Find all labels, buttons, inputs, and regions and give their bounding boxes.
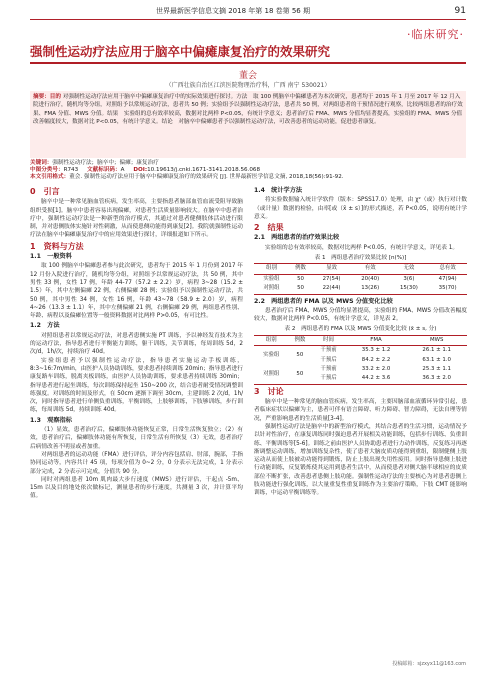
paragraph: 脑卒中是一种常见脑血管疾病，发生率高，主要指患者脑部血管血流受阻导致脑组织受损[1]。脑卒中患者容易出现偏瘫，对患者生活质量影响较大。在脑卒中患者治疗中，强制性运动疗法是一种新型的治疗模式，其通过对患者健侧肢体活动进行限制，并对患侧肢体实施针对性刺激，从而使患侧功能得到康复[2]。我院就强制性运动疗法在脑卒中偏瘫康复治疗中的应用效果进行探讨，详细报道如下所示。 [30, 199, 243, 239]
paragraph: 实验组患者予以强制性运动疗法，指导患者实施运动手板训练，8:3~16:7m/min，由医护人员协助训练，要求患者持续训练 20min；指导患者进行康复路车训练，脱离夹板训练，由医护人员协助训练，要求患者持续训练 30min；指导患者进行起坐训练，每次训练保持起坐 150~200 次，结合患者耐受情况调整训练强度。对训练的时间及形式，在 50cm 逐渐下调至 30cm，主建训练 2 次/d，1h/次，同时指导患者进行单侧负重训练，平衡训练，上肢够训练，下肢够训练，步行训练，每周训练 5d，持续训练 40d。 [30, 357, 243, 414]
doi-value: 10.19613/j.cnki.1671-3141.2018.56.068 [147, 167, 261, 173]
table-cell: 36.3 ± 2.0 [422, 375, 451, 382]
table-cell: 44.2 ± 3.6 [361, 375, 391, 382]
table-header-row [254, 264, 467, 274]
table-cell: 20(40) [361, 275, 380, 282]
submission-email: 投稿邮箱：sjzxyx11@163.com [392, 661, 466, 667]
doc-value: A [120, 167, 125, 173]
table-header-cell: 组别 [265, 336, 277, 343]
table-header-cell: 无效 [403, 265, 415, 272]
table-cell: 对照组 [263, 370, 280, 377]
table-row [254, 346, 467, 356]
author: 董会 [238, 71, 257, 81]
paragraph: 脑卒中是一种常见的脑血管疾病，发生率高，主要因脑部血液循环异常引起，患者临床症状以偏瘫为主，患者可伴有语言障碍、听力障碍、智力障碍，无法自理等情况，严重影响患者的生活质量[3-4]。 [254, 399, 467, 422]
table-cell: 35.3 ± 1.2 [361, 347, 391, 354]
table-cell: 对照组 [263, 285, 280, 292]
table-2 [254, 335, 467, 385]
table-cell: 干预后 [320, 375, 337, 382]
abstract-text: 对强制性运动疗法应用于脑卒中偏瘫康复治疗中的实际效果进行探讨。方法 取 100 例脑卒中偏瘫患者为本次研究，患者均于 2015 年 1 月至 2017 年 12 月入院进行治疗，随机均等分组，对照组予以常规运动疗法，患者共 50 例；实验组予以强制性运动疗法，患者共 50 例，对两组患者的干预情况进行观察，比较两组患者的治疗效果、FMA 分值、MWS 分值。结果 实验组的总有效率较高，数据对比两样 P<0.05，有统计学意义；患者治疗后 FMA、MWS 分值均显著提高，实验组的 FMA、MWS 分值改善幅度较大，数据对比 P<0.05，有统计学意义。结论 对脑卒中偏瘫患者予以强制性运动疗法，可改善患者的运动功能，促进患者康复。 [33, 94, 463, 126]
table-cell: 实验组 [263, 275, 280, 282]
table-row [254, 365, 467, 374]
affiliation: （广西壮族自治区江滨医院物理治疗科，广西 南宁 530021） [165, 82, 331, 89]
citation [30, 173, 466, 181]
table-cell: 27(54) [322, 275, 341, 282]
table-header-cell: 例数 [295, 265, 306, 272]
table-cell: 22(44) [322, 285, 341, 292]
table-cell: 13(26) [361, 285, 380, 292]
table-header-cell: 时间 [323, 336, 334, 343]
section-heading: 0 引言 [30, 187, 60, 196]
table-header-row [254, 335, 467, 345]
table-header-cell: 显效 [326, 265, 337, 272]
title-rule [30, 62, 466, 64]
subsection-heading: 1.3 观察指标 [30, 416, 72, 424]
table-cell: 50 [297, 275, 304, 282]
table-cell: 3(6) [403, 275, 415, 282]
table-row [254, 274, 467, 284]
article-title: 强制性运动疗法应用于脑卒中偏瘫康复治疗的效果研究 [30, 44, 331, 59]
paragraph: 患者治疗后 FMA、MWS 分值均显著提高，实验组的 FMA、MWS 分值改善幅度较大，数据对比两样 P<0.05，有统计学意义，详见表 2。 [254, 307, 467, 323]
table-cell: 50 [296, 370, 304, 377]
paragraph: 对照组患者以常规运动疗法，对患者患侧实施 PT 训练，予以神经发育技术为主的运动疗法，指导患者进行平衡能力训练，躯干训练，关节训练，每周训练 5d，2 次/d，1h/次，持续治疗 40d。 [30, 332, 243, 356]
header-rule [30, 19, 466, 20]
doc-label: 文献标识码： [87, 167, 121, 173]
table-header-cell: 有效 [364, 265, 376, 272]
subsection-heading: 1.4 统计学方法 [254, 187, 303, 194]
table-cell: 25.3 ± 1.1 [422, 366, 451, 372]
table-header-cell: MWS [429, 336, 444, 343]
table-cell: 实验组 [263, 351, 280, 358]
table-cell: 33.2 ± 2.0 [361, 366, 391, 372]
keywords-label: 关键词： [30, 160, 53, 166]
table-header-cell: 例数 [294, 336, 306, 343]
subsection-heading: 2.1 两组患者的治疗效果比较 [254, 234, 340, 242]
table-cell: 50 [297, 285, 304, 292]
table-cell: 84.2 ± 2.2 [361, 356, 391, 363]
doi-label: DOI: [133, 167, 148, 173]
left-column [30, 185, 243, 501]
section-heading: 2 结果 [254, 223, 284, 233]
section-tag: ·临床研究· [407, 28, 464, 41]
table-row [254, 284, 467, 294]
subsection-heading: 1.1 一般资料 [30, 253, 72, 261]
citation-text: 董会. 强制性运动疗法应用于脑卒中偏瘫康复治疗的效果研究 [J]. 世界最新医学信息文摘, 2018,18(56):91-92. [69, 174, 344, 180]
abstract-box [30, 91, 466, 158]
clc-value: R743 [63, 167, 79, 173]
keywords-text: 强制性运动疗法；脑卒中；偏瘫；康复治疗 [52, 160, 159, 166]
clc-label: 中图分类号： [30, 167, 64, 173]
paragraph: 将实验数据输入统计学软件（版本：SPSS17.0）处理，由 χ²（或）执行对计数（或计量）数据的检验，由率[或（x̄ ± s）]的形式描述，若 P<0.05，说明有统计学意义。 [254, 197, 467, 220]
table-1-title: 表 1 两组患者治疗效果比较 [n(%)] [314, 255, 407, 262]
paragraph: 取 100 例脑卒中偏瘫患者参与此次研究，患者均于 2015 年 1 月份到 2017 年 12 月份入院进行治疗，随机均等分组，对照组予以常规运动疗法，共 50 例，其中男性 33 例，女性 17 例，年龄 44-77（57.2 ± 2.2）岁，病程 3~28（15.2 ± 1.5）年，其中左侧偏瘫 22 例，右侧偏瘫 28 例；实验组予以强制性运动疗法，共 50 例，其中男性 34 例，女性 16 例，年龄 43~78（58.9 ± 2.0）岁，病程 4~26（13.3 ± 1.1）年，其中左侧偏瘫 21 例，右侧偏瘫 29 例，两组患者性别、年龄、病程以及偏瘫位置等一般资料数据对比两样 P>0.05，有可比性。 [30, 263, 243, 320]
table-cell: 35(70) [438, 285, 457, 292]
table-cell: 63.1 ± 1.0 [422, 356, 451, 363]
table-cell: 26.1 ± 1.1 [422, 347, 451, 354]
paragraph: 实验组的总有效率较高，数据对比两样 P<0.05，有统计学意义，详见表 1。 [265, 244, 459, 251]
subsection-heading: 2.2 两组患者的 FMA 以及 MWS 分值变化比较 [254, 297, 393, 305]
page-number: 91 [454, 6, 466, 16]
subsection-heading: 1.2 方法 [30, 322, 60, 330]
section-heading: 1 资料与方法 [30, 241, 84, 251]
table-header-cell: FMA [370, 336, 382, 343]
journal-name: 世界最新医学信息文摘 2018 年第 18 卷第 56 期 [156, 7, 310, 15]
paragraph: 强制性运动疗法是脑卒中的新型治疗模式，其结合患者的生活习惯，运动情况予以针对性治疗，在康复训练同时强迫患者开展相关功能训练，包括步行训练、负重训练、平衡训练等[5-6]。训练之前由医护人员协助患者进行力动作训练，反复练习再逐渐调整运动训练，增加训练复杂性，使了患者大脑皮质功能得到重组，限制健侧上肢运动从而使上肢被动功能得到锻炼，防止上肢出现失用性废用。同时指导患侧上肢进行动能训练，反复锻炼使其运用到患者生活中，从而使患者对侧大脑半球相应的皮质部位不断扩张，改善患者患侧上肢功能。强制性运动疗法的主要核心为对患者患侧上肢功能进行强化训练，以大量重复性重复训练作为主要治疗策略，下肢 CMT 能影响训练，中运动平衡训练等。 [254, 424, 467, 497]
paragraph: 对两组患者的运动功能（FMA）进行评估，评分内容包括肩、肘部，腕部，手指协同运动等，内容共计 45 项，每项分值为 0~2 分，0 分表示无法完成，1 分表示部分完成，2 分表示可完成，分值共 90 分。 [30, 451, 243, 475]
table-2-title: 表 2 两组患者的 FMA 以及 MWS 分值变化比较 (x̄ ± s, 分) [284, 326, 437, 333]
table-cell: 50 [296, 351, 304, 358]
table-cell: 47(94) [438, 275, 457, 282]
table-cell: 干预前 [320, 366, 337, 372]
citation-label: 本文引用格式： [30, 174, 70, 180]
paragraph: （1）显效，患者治疗后，偏瘫肢体功能恢复正常，日常生活恢复独立；（2）有效，患者治疗后，偏瘫肢体功能有所恢复，日常生活有所恢复（3）无效，患者治疗后病情改善不明显或者加重。 [30, 427, 243, 450]
table-cell: 干预前 [320, 347, 337, 354]
paragraph: 同时对两组患者 10m 肌肉最大步行速度（MWS）进行评估，干起点 -5m、15m 以及目的地处依次做标记，测量患者的步行速度，共测量 3 次，并计算平均值。 [30, 476, 243, 500]
abstract-label: 摘要：目的 [33, 94, 61, 100]
table-cell: 15(30) [399, 285, 418, 292]
right-column [254, 185, 467, 498]
table-cell: 干预后 [320, 356, 337, 363]
section-heading: 3 讨论 [254, 386, 284, 396]
table-1 [254, 263, 467, 294]
table-header-cell: 组别 [266, 265, 277, 272]
table-header-cell: 总有效 [439, 265, 456, 272]
running-header [30, 4, 466, 18]
